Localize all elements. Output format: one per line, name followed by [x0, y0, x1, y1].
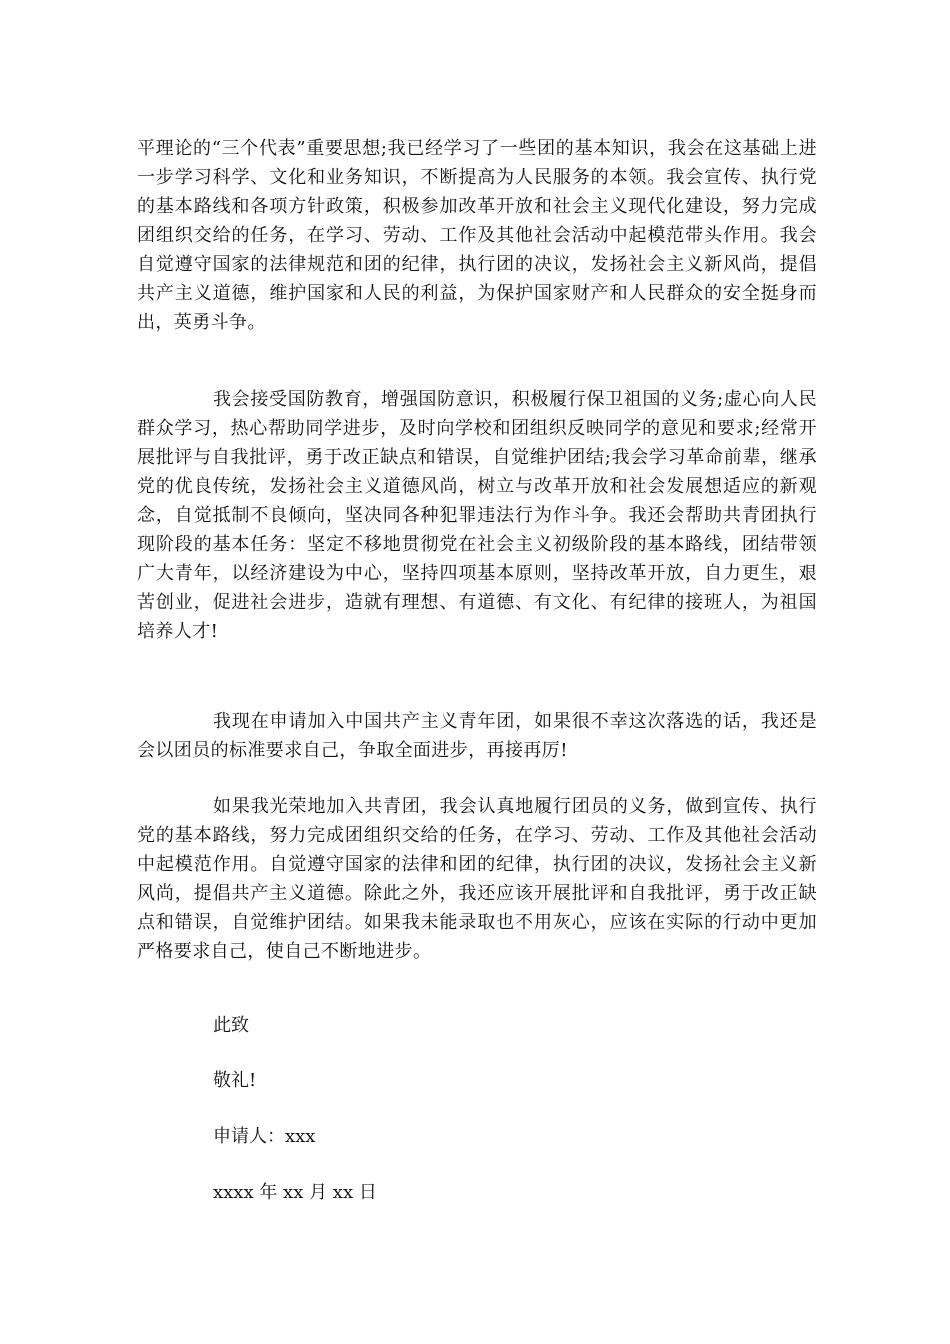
paragraph-national-defense: 我会接受国防教育，增强国防意识，积极履行保卫祖国的义务;虚心向人民群众学习，热心帮助同学进步，及时向学校和团组织反映同学的意见和要求;经常开展批评与自我批评，勇于改正缺点和错误，自觉维护团结;我会学习革命前辈，继承党的优良传统，发扬社会主义道德风尚，树立与改革开放和社会发展想适应的新观念，自觉抵制不良倾向，坚决同各种犯罪违法行为作斗争。我还会帮助共青团执行现阶段的基本任务：坚定不移地贯彻党在社会主义初级阶段的基本路线，团结带领广大青年，以经济建设为中心，坚持四项基本原则，坚持改革开放，自力更生，艰苦创业，促进社会进步，造就有理想、有道德、有文化、有纪律的接班人，为祖国培养人才!: [137, 389, 817, 642]
paragraph-continuation: 平理论的“三个代表”重要思想;我已经学习了一些团的基本知识，我会在这基础上进一步学习科学、文化和业务知识，不断提高为人民服务的本领。我会宣传、执行党的基本路线和各项方针政策，积极参加改革开放和社会主义现代化建设，努力完成团组织交给的任务，在学习、劳动、工作及其他社会活动中起模范带头作用。我会自觉遵守国家的法律规范和团的纪律，执行团的决议，发扬社会主义新风尚，提倡共产主义道德，维护国家和人民的利益，为保护国家财产和人民群众的安全挺身而出，英勇斗争。: [137, 138, 817, 333]
application-date: xxxx 年 xx 月 xx 日: [213, 1182, 377, 1203]
applicant-signature: 申请人：xxx: [213, 1126, 316, 1147]
paragraph-commitment: 如果我光荣地加入共青团，我会认真地履行团员的义务，做到宣传、执行党的基本路线，努力完成团组织交给的任务，在学习、劳动、工作及其他社会活动中起模范作用。自觉遵守国家的法律和团的纪律，执行团的决议，发扬社会主义新风尚，提倡共产主义道德。除此之外，我还应该开展批评和自我批评，勇于改正缺点和错误，自觉维护团结。如果我未能录取也不用灰心，应该在实际的行动中更加严格要求自己，使自己不断地进步。: [137, 796, 817, 962]
paragraph-application: 我现在申请加入中国共产主义青年团，如果很不幸这次落选的话，我还是会以团员的标准要求自己，争取全面进步，再接再厉!: [137, 711, 817, 761]
closing-text: 此致: [213, 1015, 249, 1036]
salutation-text: 敬礼!: [213, 1070, 257, 1091]
